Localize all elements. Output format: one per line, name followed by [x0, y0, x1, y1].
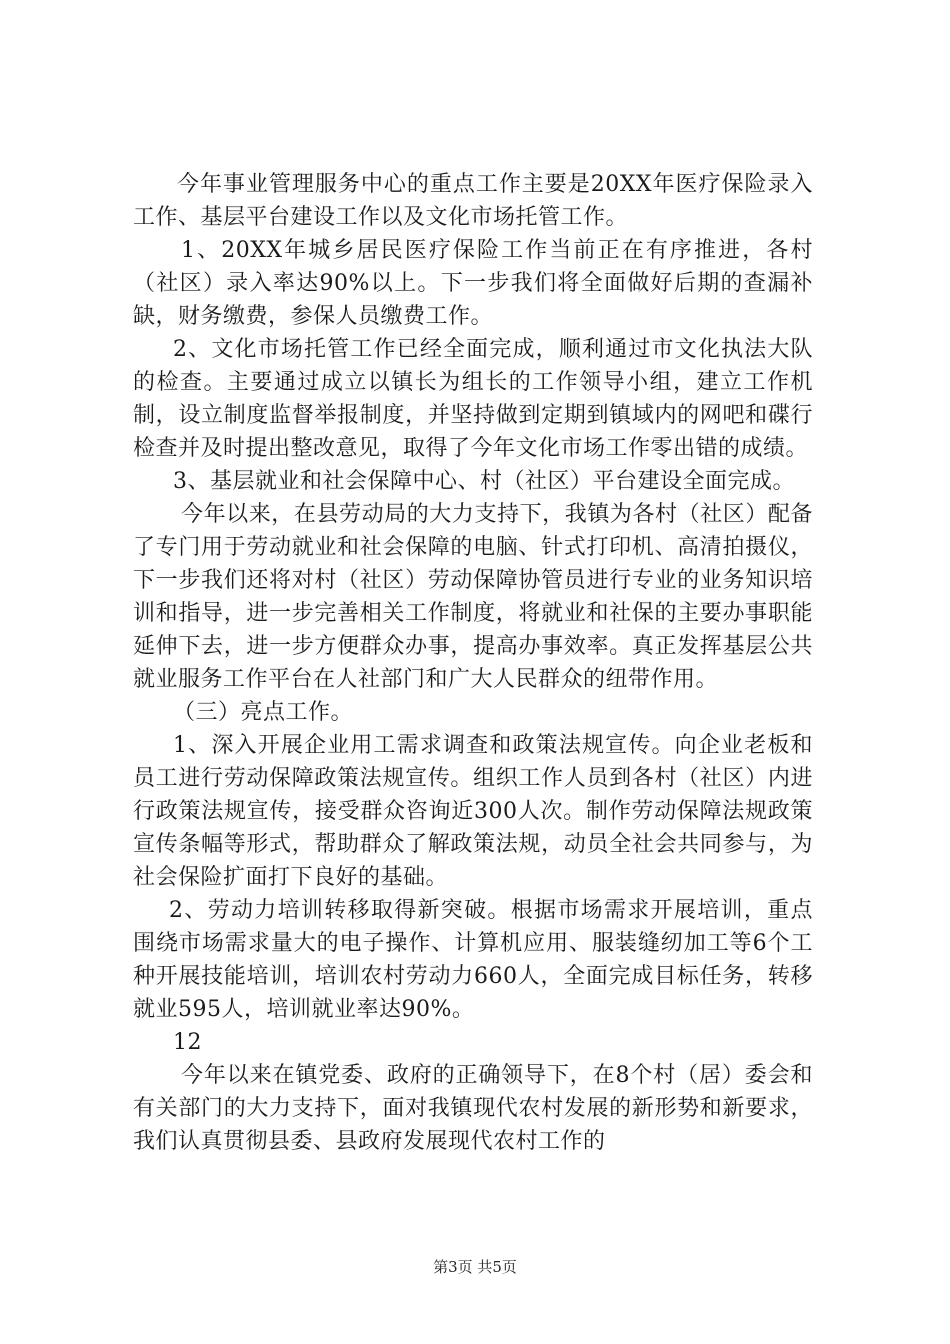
paragraph-rural-development: 今年以来在镇党委、政府的正确领导下，在8个村（居）委会和有关部门的大力支持下，面对我镇现代农村发展的新形势和新要求，我们认真贯彻县委、县政府发展现代农村工作的	[133, 1063, 813, 1154]
page-number-footer: 第3页 共5页	[433, 1258, 517, 1276]
paragraph-culture-market: 2、文化市场托管工作已经全面完成，顺利通过市文化执法大队的检查。主要通过成立以镇长为组长的工作领导小组，建立工作机制，设立制度监督举报制度，并坚持做到定期到镇域内的网吧和碟行检查并及时提出整改意见，取得了今年文化市场工作零出错的成绩。	[133, 337, 813, 461]
document-body	[133, 168, 813, 1158]
paragraph-intro: 今年事业管理服务中心的重点工作主要是20XX年医疗保险录入工作、基层平台建设工作以及文化市场托管工作。	[133, 172, 813, 230]
paragraph-labor-training: 2、劳动力培训转移取得新突破。根据市场需求开展培训，重点围绕市场需求量大的电子操作、计算机应用、服装缝纫加工等6个工种开展技能培训，培训农村劳动力660人，全面完成目标任务，转移就业595人，培训就业率达90%。	[133, 898, 813, 1022]
paragraph-number: 12	[173, 1030, 202, 1055]
paragraph-labor-bureau-support: 今年以来，在县劳动局的大力支持下，我镇为各村（社区）配备了专门用于劳动就业和社会保障的电脑、针式打印机、高清拍摄仪，下一步我们还将对村（社区）劳动保障协管员进行专业的业务知识培训和指导，进一步完善相关工作制度，将就业和社保的主要办事职能延伸下去，进一步方便群众办事，提高办事效率。真正发挥基层公共就业服务工作平台在人社部门和广大人民群众的纽带作用。	[133, 502, 813, 692]
paragraph-employment-survey: 1、深入开展企业用工需求调查和政策法规宣传。向企业老板和员工进行劳动保障政策法规宣传。组织工作人员到各村（社区）内进行政策法规宣传，接受群众咨询近300人次。制作劳动保障法规政策宣传条幅等形式，帮助群众了解政策法规，动员全社会共同参与，为社会保险扩面打下良好的基础。	[133, 733, 813, 890]
paragraph-platform-construction: 3、基层就业和社会保障中心、村（社区）平台建设全面完成。	[173, 469, 795, 494]
paragraph-medical-insurance: 1、20XX年城乡居民医疗保险工作当前正在有序推进，各村（社区）录入率达90%以上。下一步我们将全面做好后期的查漏补缺，财务缴费，参保人员缴费工作。	[133, 238, 813, 329]
section-heading-highlights: （三）亮点工作。	[173, 700, 354, 725]
